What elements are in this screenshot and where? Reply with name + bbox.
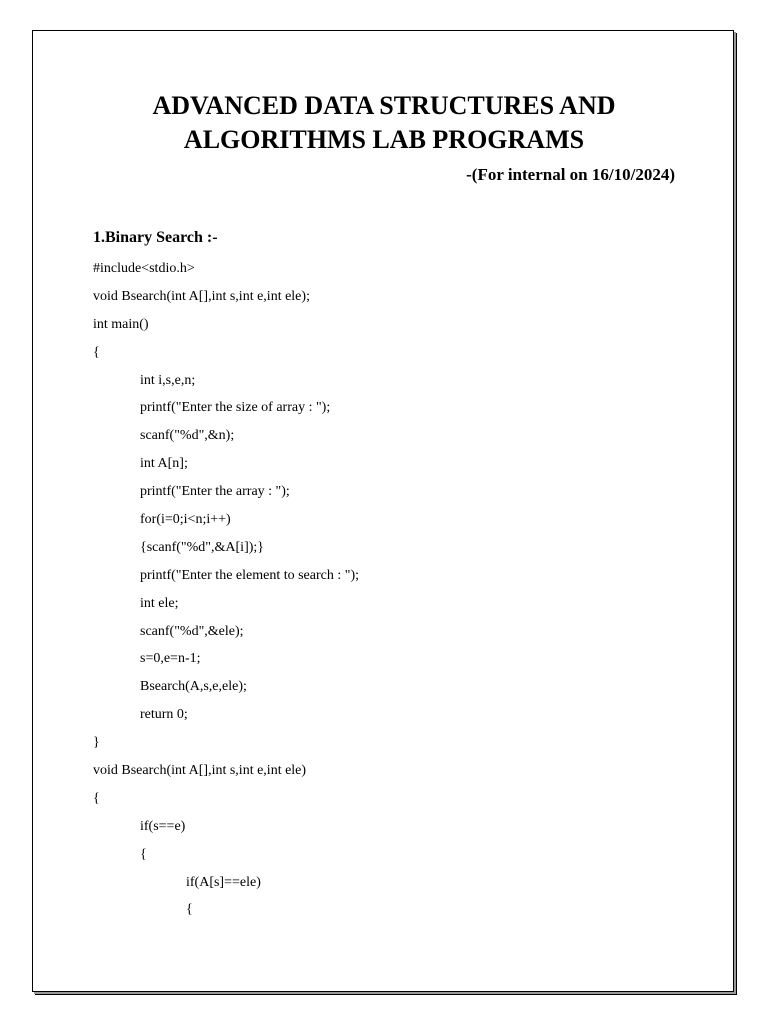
title-line-2: ALGORITHMS LAB PROGRAMS: [183, 125, 585, 154]
code-line: if(A[s]==ele): [186, 874, 261, 890]
code-line: if(s==e): [140, 818, 186, 834]
page-title: [33, 89, 735, 157]
page-subtitle: -(For internal on 16/10/2024): [466, 165, 675, 184]
section-heading: 1.Binary Search :-: [93, 229, 218, 246]
code-line: {: [186, 902, 193, 918]
code-line: int i,s,e,n;: [140, 372, 196, 388]
title-line-1: ADVANCED DATA STRUCTURES AND: [152, 91, 616, 120]
code-line: int A[n];: [140, 456, 188, 472]
code-line: int main(): [93, 316, 149, 332]
code-line: void Bsearch(int A[],int s,int e,int ele): [93, 763, 307, 779]
code-line: Bsearch(A,s,e,ele);: [140, 679, 247, 695]
code-line: printf("Enter the size of array : ");: [140, 400, 331, 416]
code-line: }: [93, 735, 100, 751]
code-line: {scanf("%d",&A[i]);}: [140, 539, 264, 555]
code-line: #include<stdio.h>: [93, 261, 195, 276]
code-line: printf("Enter the element to search : ");: [140, 567, 360, 583]
code-line: printf("Enter the array : ");: [140, 484, 290, 500]
code-line: return 0;: [140, 707, 188, 723]
code-line: {: [93, 790, 100, 806]
document-page: [32, 30, 734, 992]
code-line: void Bsearch(int A[],int s,int e,int ele);: [93, 288, 310, 304]
code-line: s=0,e=n-1;: [140, 651, 201, 667]
code-line: for(i=0;i<n;i++): [140, 512, 231, 528]
code-block: [93, 255, 693, 924]
code-line: scanf("%d",&n);: [140, 428, 235, 444]
code-line: scanf("%d",&ele);: [140, 623, 244, 639]
code-line: {: [93, 344, 100, 360]
code-line: {: [140, 846, 147, 862]
code-line: int ele;: [140, 595, 179, 611]
